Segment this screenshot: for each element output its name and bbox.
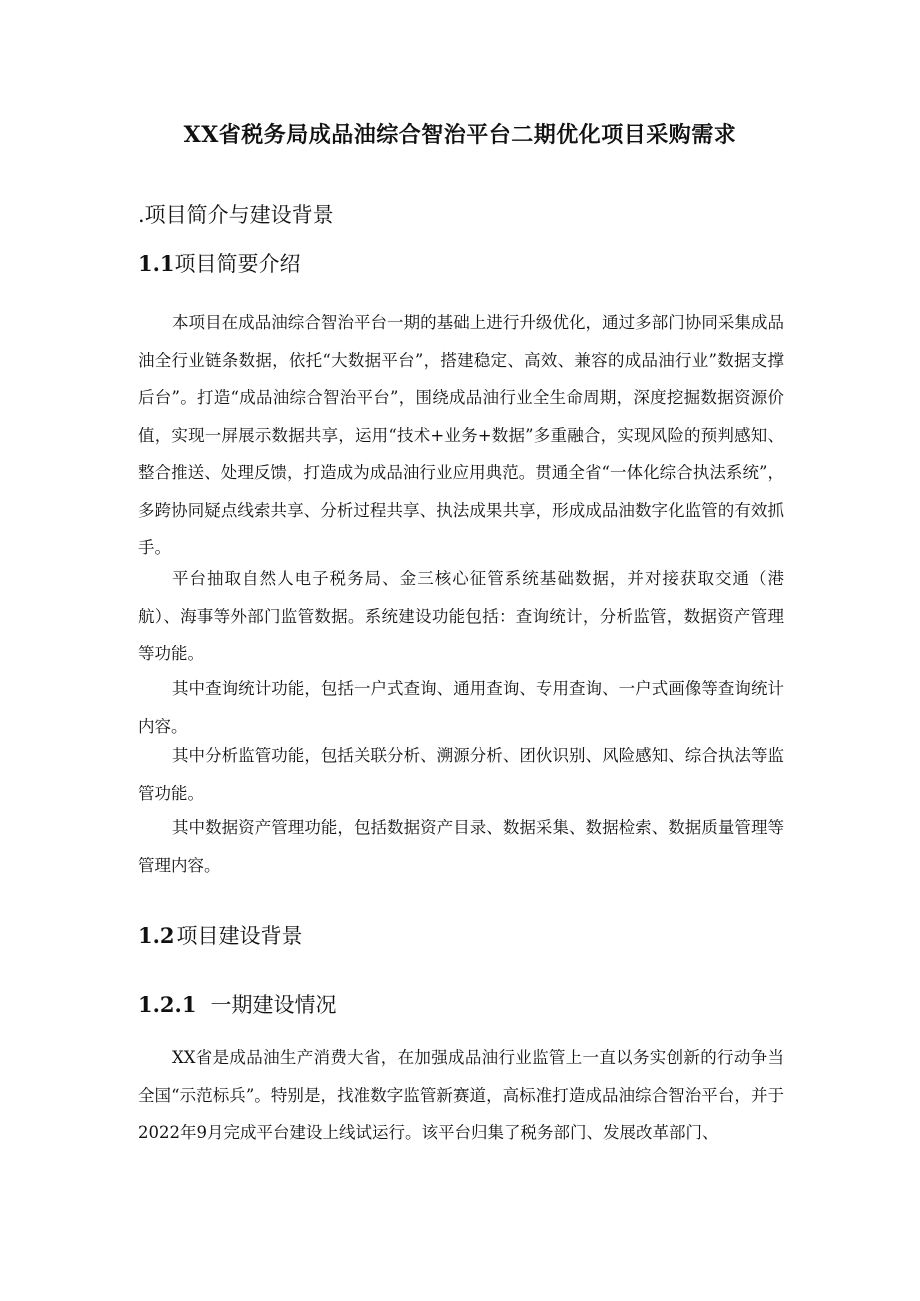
paragraph: 其中分析监管功能，包括关联分析、溯源分析、团伙识别、风险感知、综合执法等监管功能。 xyxy=(138,746,784,803)
section-heading: .项目简介与建设背景 xyxy=(138,203,334,227)
subsection-heading-1-2 xyxy=(138,920,303,950)
subsection-heading-1-2-1 xyxy=(138,989,336,1019)
subsection-heading-1-1 xyxy=(138,248,301,278)
subsection-title: 项目简要介绍 xyxy=(174,252,301,276)
paragraph: 其中数据资产管理功能，包括数据资产目录、数据采集、数据检索、数据质量管理等管理内容。 xyxy=(138,818,784,875)
document-title: XX省税务局成品油综合智治平台二期优化项目采购需求 xyxy=(183,122,737,148)
subsection-number: 1.2 xyxy=(138,923,175,948)
paragraph: 平台抽取自然人电子税务局、金三核心征管系统基础数据，并对接获取交通（港航）、海事等外部门监管数据。系统建设功能包括：查询统计，分析监管，数据资产管理等功能。 xyxy=(138,569,784,663)
subsection-number: 1.1 xyxy=(138,251,175,276)
paragraph: 其中查询统计功能，包括一户式查询、通用查询、专用查询、一户式画像等查询统计内容。 xyxy=(138,679,784,736)
subsection-number: 1.2.1 xyxy=(138,992,197,1017)
subsection-title: 一期建设情况 xyxy=(210,993,337,1017)
subsection-title: 项目建设背景 xyxy=(176,924,303,948)
paragraph: XX省是成品油生产消费大省，在加强成品油行业监管上一直以务实创新的行动争当全国“示范标兵”。特别是，找准数字监管新赛道，高标准打造成品油综合智治平台，并于2022年9月完成平台建设上线试运行。该平台归集了税务部门、发展改革部门、 xyxy=(138,1048,784,1142)
paragraph: 本项目在成品油综合智治平台一期的基础上进行升级优化，通过多部门协同采集成品油全行业链条数据，依托“大数据平台”，搭建稳定、高效、兼容的成品油行业”数据支撑后台”。打造“成品油综合智治平台”，围绕成品油行业全生命周期，深度挖掘数据资源价值，实现一屏展示数据共享，运用“技术+业务+数据”多重融合，实现风险的预判感知、整合推送、处理反馈，打造成为成品油行业应用典范。贯通全省“一体化综合执法系统”，多跨协同疑点线索共享、分析过程共享、执法成果共享，形成成品油数字化监管的有效抓手。 xyxy=(138,313,784,557)
